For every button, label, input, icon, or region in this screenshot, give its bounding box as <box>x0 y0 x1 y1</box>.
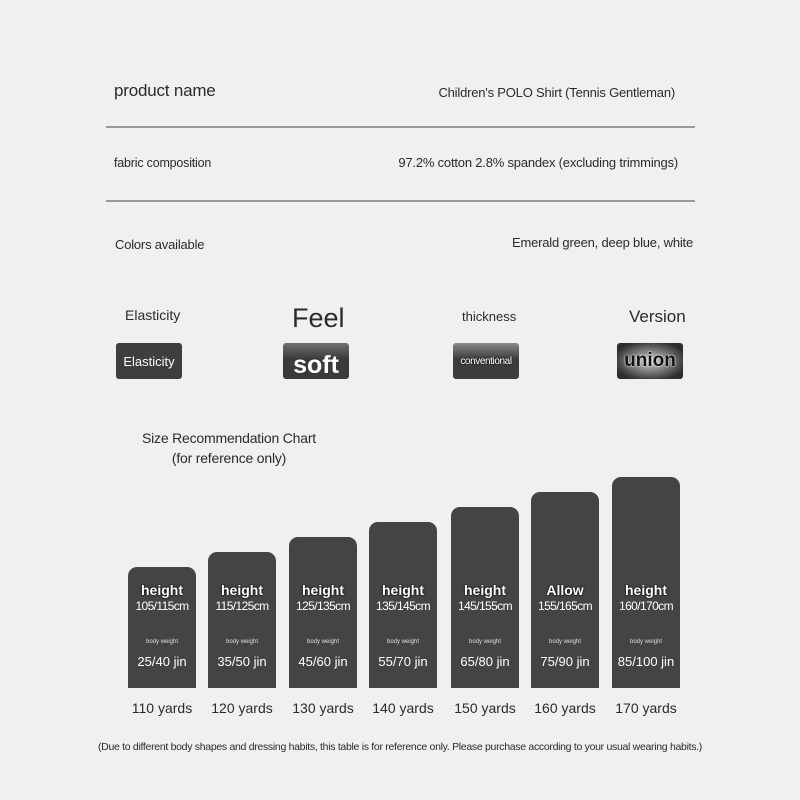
fabric-composition-value: 97.2% cotton 2.8% spandex (excluding trimmings) <box>398 155 678 170</box>
thickness-value: conventional <box>460 355 512 367</box>
feel-value: soft <box>293 351 339 379</box>
product-name-value: Children's POLO Shirt (Tennis Gentleman) <box>438 85 675 100</box>
bar-body-weight-label: body weight <box>386 639 420 645</box>
size-bar-labels <box>612 0 680 800</box>
bar-weight-range: 75/90 jin <box>540 654 590 669</box>
size-bar-labels <box>369 0 437 800</box>
size-label: 120 yards <box>211 700 273 716</box>
version-title: Version <box>629 307 686 326</box>
bar-body-weight-label: body weight <box>306 639 340 645</box>
bar-body-weight-label: body weight <box>145 639 179 645</box>
fabric-composition-label: fabric composition <box>114 156 212 170</box>
size-chart-title: Size Recommendation Chart <box>142 430 316 446</box>
bar-height-range: 145/155cm <box>458 599 512 613</box>
bar-height-word: height <box>464 582 506 598</box>
size-bar-labels <box>128 0 196 800</box>
bar-body-weight-label: body weight <box>468 639 502 645</box>
size-chart-footnote: (Due to different body shapes and dressing habits, this table is for reference only. Please purchase according to your usual wearing habits.) <box>97 741 703 753</box>
bar-height-word: height <box>382 582 424 598</box>
size-label: 110 yards <box>131 700 193 716</box>
bar-weight-range: 55/70 jin <box>378 654 428 669</box>
bar-body-weight-label: body weight <box>629 639 663 645</box>
bar-body-weight-label: body weight <box>225 639 259 645</box>
size-bar-labels <box>451 0 519 800</box>
size-label: 170 yards <box>615 700 677 716</box>
elasticity-title: Elasticity <box>125 307 181 323</box>
bar-height-range: 125/135cm <box>296 599 350 613</box>
elasticity-value: Elasticity <box>123 353 175 369</box>
bar-height-word: Allow <box>546 582 584 598</box>
size-bar-labels <box>531 0 599 800</box>
bar-height-range: 135/145cm <box>376 599 430 613</box>
bar-height-word: height <box>302 582 344 598</box>
size-bar-labels <box>289 0 357 800</box>
size-bar-labels <box>208 0 276 800</box>
bar-weight-range: 85/100 jin <box>617 654 675 669</box>
version-value: union <box>624 350 676 371</box>
thickness-title: thickness <box>462 309 517 324</box>
bar-height-range: 160/170cm <box>619 599 673 613</box>
product-name-label: product name <box>114 81 216 100</box>
size-chart-subtitle: (for reference only) <box>171 450 287 466</box>
colors-available-label: Colors available <box>115 237 205 252</box>
colors-available-value: Emerald green, deep blue, white <box>512 235 693 250</box>
bar-height-word: height <box>141 582 183 598</box>
bar-weight-range: 25/40 jin <box>137 654 187 669</box>
feel-title: Feel <box>292 303 345 333</box>
bar-weight-range: 35/50 jin <box>217 654 267 669</box>
bar-weight-range: 45/60 jin <box>298 654 348 669</box>
bar-weight-range: 65/80 jin <box>460 654 510 669</box>
size-label: 160 yards <box>534 700 596 716</box>
bar-height-range: 115/125cm <box>215 599 269 613</box>
size-label: 150 yards <box>454 700 516 716</box>
bar-body-weight-label: body weight <box>548 639 582 645</box>
size-label: 140 yards <box>372 700 434 716</box>
bar-height-word: height <box>221 582 263 598</box>
bar-height-range: 105/115cm <box>135 599 189 613</box>
size-label: 130 yards <box>292 700 354 716</box>
bar-height-range: 155/165cm <box>538 599 592 613</box>
bar-height-word: height <box>625 582 667 598</box>
